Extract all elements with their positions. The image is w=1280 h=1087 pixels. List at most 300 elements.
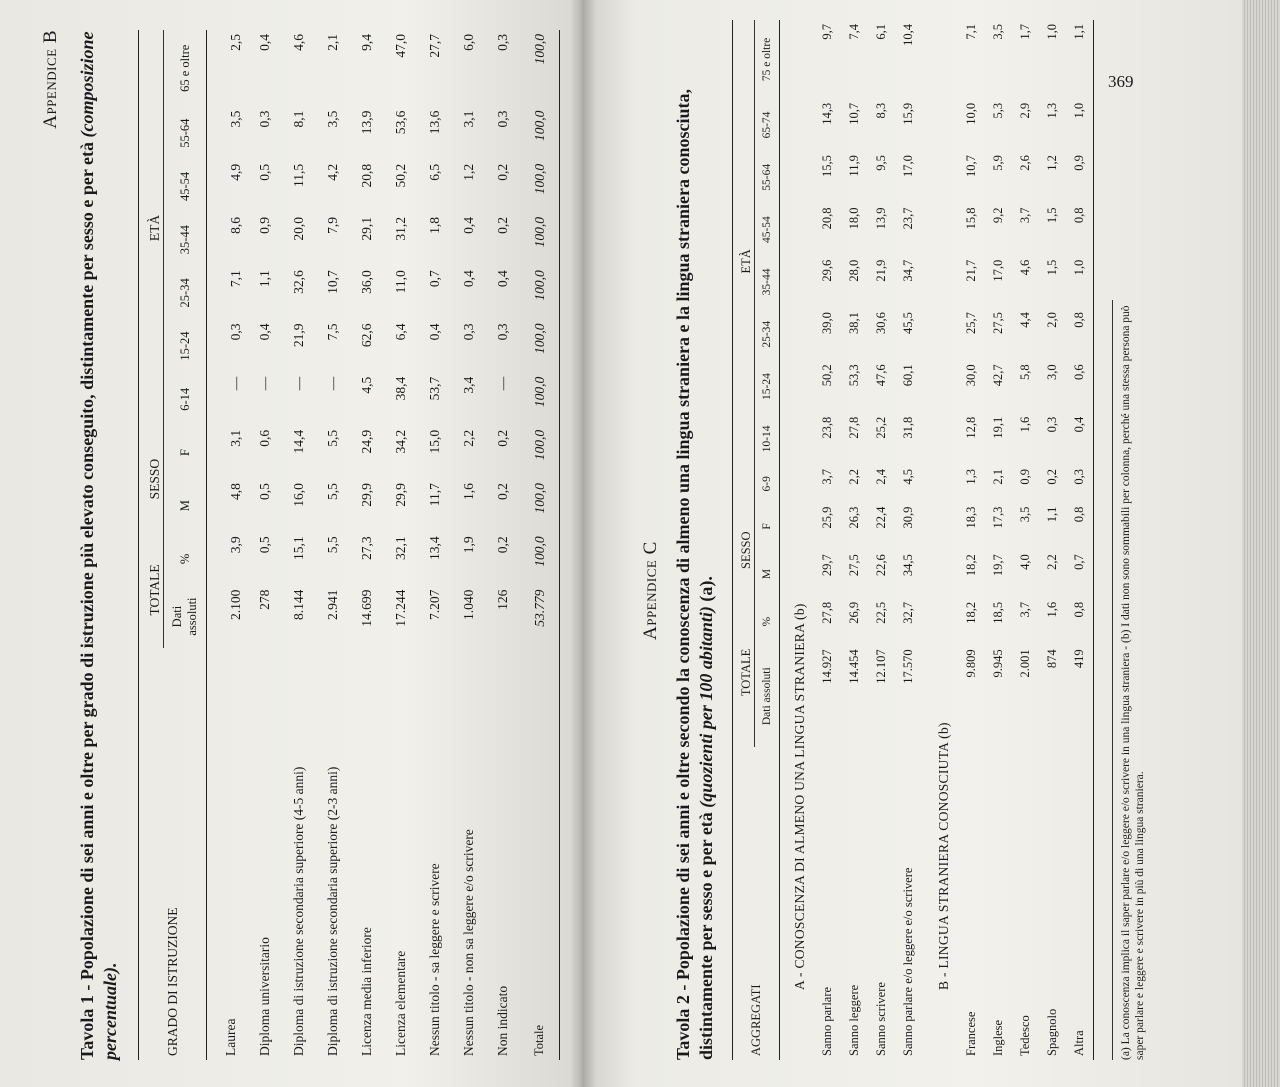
table-row [1039,20,1066,1060]
t2-col-header: 65-74 [761,111,773,139]
row-label: Sanno scrivere [874,982,888,1056]
group-header-eta: ETÀ [139,30,164,426]
table-row [207,30,249,1060]
cell-value: 13,4 [427,536,442,560]
cell-value: 25,9 [820,506,834,529]
cell-value: 1,3 [964,469,978,485]
cell-value: — [291,376,306,391]
table-row [841,20,868,1060]
table-row [384,30,418,1060]
row-label: Spagnolo [1045,1008,1059,1056]
cell-value: 18,3 [964,506,978,529]
cell-value: 50,2 [820,364,834,387]
cell-value: 0,7 [427,270,442,288]
cell-value: 29,1 [359,217,374,241]
cell-value: 6,1 [874,24,888,40]
table-2-footnote: (a) La conoscenza implica il saper parlare e/o leggere e/o scrivere in una lingua straniera - (b) I dati non sono sommabili per colonna, perché una stessa persona può saper parlare e leggere e scrivere in più di una lingua straniera. [1112,300,1147,1060]
cell-value: 100,0 [531,217,547,248]
cell-value: 14,3 [820,102,834,125]
cell-value: 21,7 [964,259,978,282]
table-row [350,30,384,1060]
cell-value: 21,9 [291,323,306,348]
cell-value: 1,1 [257,270,272,288]
cell-value: 0,8 [1072,312,1086,328]
cell-value: 13,9 [874,207,888,230]
cell-value: 32,7 [901,601,915,624]
cell-value: 47,0 [393,34,408,58]
cell-value: 27,5 [991,312,1005,334]
cell-value: 126 [495,589,510,610]
cell-value: 27,5 [847,554,861,577]
cell-value: 0,4 [257,323,272,341]
cell-value: 25,2 [874,416,888,439]
table-row-total [520,30,560,1060]
table-row [958,20,985,1060]
cell-value: 3,5 [991,24,1005,40]
section-a-label: A - CONOSCENZA DI ALMENO UNA LINGUA STRANIERA (b) [792,603,807,990]
t2-col-header: 45-54 [761,216,773,244]
t2-col-header: 55-64 [761,163,773,191]
cell-value: 1.040 [461,589,476,620]
cell-value: 27,3 [359,536,374,560]
cell-value: 12.107 [874,649,888,684]
cell-value: 0,6 [257,429,272,447]
cell-value: 0,3 [227,323,243,341]
cell-value: 17,0 [901,155,915,178]
cell-value: 100,0 [531,483,547,514]
cell-value: 53,7 [427,376,442,401]
cell-value: 20,0 [291,217,306,241]
appendix-c-label: Appendice C [640,541,661,640]
table-row [1012,20,1039,1060]
cell-value: 8,3 [874,102,888,119]
row-label: Diploma di istruzione secondaria superiore (4-5 anni) [291,766,306,1056]
cell-value: 13,6 [427,110,442,135]
cell-value: 0,4 [461,270,476,288]
cell-value: 0,9 [1018,469,1032,485]
cell-value: 6,5 [427,163,442,181]
group-header-totale: TOTALE [139,532,164,647]
cell-value: 34,7 [901,259,915,282]
appendix-b-label: Appendice B [40,30,61,129]
cell-value: 32,1 [393,536,408,560]
t1-col-header: 6-14 [177,387,192,411]
cell-value: 11,9 [847,155,861,177]
cell-value: — [257,376,272,391]
cell-value: 1,9 [461,536,476,554]
left-page-content [40,30,560,1060]
section-b-row [922,20,958,1060]
cell-value: 27,7 [427,34,442,58]
table-2 [732,20,1094,1060]
col-header-aggregati: AGGREGATI [748,984,763,1056]
cell-value: 60,1 [901,364,915,387]
t1-col-header: 35-44 [177,225,192,255]
cell-value: 4,9 [227,163,243,181]
cell-value: 2,2 [461,429,476,447]
table-1 [138,30,560,1060]
cell-value: 4,0 [1018,554,1032,570]
cell-value: 419 [1072,649,1086,669]
cell-value: 3,5 [1018,506,1032,523]
cell-value: 15,8 [964,207,978,230]
cell-value: 8.144 [291,589,306,620]
cell-value: 2.941 [325,589,340,620]
table-row [248,30,282,1060]
t1-col-header: Dati assoluti [170,597,199,636]
cell-value: 42,7 [991,364,1005,387]
cell-value: 18,2 [964,554,978,577]
cell-value: 0,4 [257,34,272,51]
t1-col-header: % [177,553,192,565]
cell-value: 16,0 [291,483,306,507]
cell-value: 1,1 [1045,506,1059,523]
cell-value: 11,5 [291,163,306,187]
cell-value: 5,5 [325,536,340,554]
table-row [282,30,316,1060]
row-label: Licenza elementare [393,950,408,1056]
cell-value: 0,5 [257,483,272,500]
table-2-title-text: Popolazione di sei anni e oltre secondo la conoscenza di almeno una lingua straniera e la lingua straniera conosciuta, distintamente per sesso e per età [673,88,716,1060]
cell-value: 0,2 [495,163,510,181]
cell-value: 2.100 [227,589,243,620]
cell-value: 0,3 [495,323,510,341]
t2-col-header: Dati assoluti [761,667,773,726]
cell-value: 2,1 [325,34,340,51]
cell-value: 10,4 [901,24,915,46]
t1-col-header: 15-24 [177,331,192,361]
t2-col-header: 15-24 [761,373,773,400]
cell-value: 4,6 [1018,259,1032,276]
cell-value: 0,8 [1072,207,1086,224]
page-edges [1242,0,1280,1087]
table-2-title-suffix: (a). [696,576,716,607]
cell-value: 4,6 [291,34,306,51]
cell-value: 3,5 [227,110,243,128]
cell-value: 5,5 [325,429,340,447]
cell-value: 11,0 [393,270,408,294]
cell-value: 2,2 [1045,554,1059,570]
cell-value: 10,7 [325,270,340,294]
cell-value: 38,1 [847,312,861,334]
cell-value: 53.779 [531,589,547,627]
section-b-label: B - LINGUA STRANIERA CONOSCIUTA (b) [936,722,951,990]
cell-value: 0,9 [1072,155,1086,171]
table-1-title-text: Popolazione di sei anni e oltre per grado di istruzione più elevato conseguito, distintamente per sesso e per età [77,142,97,981]
cell-value: 2,0 [1045,312,1059,328]
cell-value: 0,4 [427,323,442,341]
cell-value: 3,4 [461,376,476,394]
row-label: Altra [1072,1030,1086,1056]
table-1-title-prefix: Tavola 1 - [77,980,97,1060]
table-row [316,30,350,1060]
row-label: Nessun titolo - non sa leggere e/o scrivere [461,829,476,1056]
cell-value: 0,4 [461,217,476,234]
cell-value: 4,8 [227,483,243,500]
cell-value: 14,4 [291,429,306,454]
cell-value: 10,0 [964,102,978,125]
cell-value: 0,3 [257,110,272,128]
cell-value: 5,8 [1018,364,1032,381]
t2-col-header: 75 e oltre [761,37,773,82]
cell-value: 1,5 [1045,259,1059,276]
cell-value: 34,2 [393,429,408,454]
cell-value: 1,7 [1018,24,1032,40]
cell-value: 11,7 [427,483,442,507]
row-label: Totale [532,1024,546,1056]
cell-value: 30,6 [874,312,888,334]
cell-value: 1,1 [1072,24,1086,40]
cell-value: 2,9 [1018,102,1032,119]
cell-value: 7,9 [325,217,340,234]
cell-value: 1,2 [461,163,476,181]
cell-value: 2,5 [227,34,243,51]
running-head-left [40,30,68,1060]
cell-value: 5,5 [325,483,340,500]
cell-value: 30,9 [901,506,915,529]
table-2-title [672,20,718,1060]
cell-value: 2,4 [874,469,888,485]
cell-value: 9,4 [359,34,374,51]
t2-col-header: 35-44 [761,268,773,296]
cell-value: 29,9 [359,483,374,507]
cell-value: 9.945 [991,649,1005,678]
cell-value: 0,3 [1072,469,1086,485]
cell-value: 31,2 [393,217,408,241]
cell-value: 3,9 [227,536,243,554]
cell-value: 0,2 [495,483,510,500]
cell-value: 0,2 [495,429,510,447]
cell-value: 29,7 [820,554,834,577]
table-2-body [780,20,1094,1060]
cell-value: 1,2 [1045,155,1059,171]
cell-value: 3,5 [325,110,340,128]
cell-value: 29,9 [393,483,408,507]
table-1-body [207,30,560,1060]
cell-value: 13,9 [359,110,374,135]
cell-value: 6,4 [393,323,408,341]
t1-col-header: 55-64 [177,118,192,148]
cell-value: 3,1 [461,110,476,128]
cell-value: 7.207 [427,589,442,620]
table-row [486,30,520,1060]
cell-value: 62,6 [359,323,374,348]
row-label: Tedesco [1018,1015,1032,1056]
cell-value: 23,8 [820,416,834,439]
cell-value: 31,8 [901,416,915,439]
table-row [452,30,486,1060]
cell-value: 100,0 [531,270,547,301]
t2-col-header: % [761,616,773,627]
cell-value: 19,7 [991,554,1005,577]
cell-value: 36,0 [359,270,374,294]
cell-value: 30,0 [964,364,978,387]
cell-value: 8,1 [291,110,306,128]
cell-value: 32,6 [291,270,306,294]
cell-value: 1,0 [1072,102,1086,119]
row-label: Sanno leggere [847,984,861,1056]
section-a-row [780,20,815,1060]
group-header-sesso-2: SESSO [733,503,755,598]
cell-value: 3,7 [1018,207,1032,224]
cell-value: 1,5 [1045,207,1059,224]
cell-value: 15,0 [427,429,442,454]
col-header-grado: GRADO DI ISTRUZIONE [164,907,180,1056]
cell-value: 1,8 [427,217,442,234]
cell-value: 7,1 [227,270,243,288]
group-header-eta-2: ETÀ [733,20,755,503]
table-row [985,20,1012,1060]
cell-value: 29,6 [820,259,834,282]
cell-value: 0,5 [257,163,272,181]
cell-value: 19,1 [991,416,1005,439]
cell-value: 53,6 [393,110,408,135]
cell-value: 100,0 [531,163,547,195]
cell-value: 17,3 [991,506,1005,529]
cell-value: 3,1 [227,429,243,447]
cell-value: 18,5 [991,601,1005,624]
cell-value: 0,6 [1072,364,1086,381]
cell-value: 0,5 [257,536,272,554]
table-2-title-italic: (quozienti per 100 abitanti) [696,606,716,808]
t2-col-header: 10-14 [761,425,773,453]
cell-value: 27,8 [847,416,861,439]
cell-value: 21,9 [874,259,888,282]
t1-col-header: M [177,500,192,512]
cell-value: 39,0 [820,312,834,334]
cell-value: 0,8 [1072,601,1086,618]
cell-value: 0,7 [1072,554,1086,570]
cell-value: 47,6 [874,364,888,387]
group-header-totale-2: TOTALE [733,598,755,747]
row-label: Diploma di istruzione secondaria superiore (2-3 anni) [325,766,340,1056]
cell-value: 28,0 [847,259,861,282]
t1-col-header: 65 e oltre [177,44,192,92]
cell-value: 0,2 [1045,469,1059,485]
table-row [895,20,922,1060]
row-label: Diploma universitario [257,937,272,1056]
table-row [868,20,895,1060]
cell-value: 0,9 [257,217,272,234]
cell-value: — [227,376,243,391]
cell-value: 50,2 [393,163,408,188]
cell-value: 17,0 [991,259,1005,282]
cell-value: 8,6 [227,217,243,234]
t2-col-header: 25-34 [761,320,773,348]
row-label: Sanno parlare e/o leggere e/o scrivere [901,867,915,1056]
book-gutter-shadow [570,0,596,1087]
cell-value: 1,6 [461,483,476,500]
cell-value: 0,3 [495,34,510,51]
cell-value: 7,5 [325,323,340,341]
cell-value: 7,4 [847,24,861,40]
cell-value: 1,0 [1072,259,1086,276]
group-header-sesso: SESSO [139,426,164,532]
table-2-title-prefix: Tavola 2 - [673,980,693,1060]
t2-col-header: 6-9 [761,476,773,492]
cell-value: 22,5 [874,601,888,624]
row-label: Non indicato [495,985,510,1056]
cell-value: 2,2 [847,469,861,485]
cell-value: 0,4 [495,270,510,288]
cell-value: 27,8 [820,601,834,624]
cell-value: 0,4 [1072,416,1086,433]
cell-value: 2.001 [1018,649,1032,678]
t2-col-header: F [761,523,773,530]
row-label: Sanno parlare [820,986,834,1056]
row-label: Licenza media inferiore [359,927,374,1056]
cell-value: 4,5 [901,469,915,485]
cell-value: 100,0 [531,376,547,408]
cell-value: 17.570 [901,649,915,684]
table-row [1066,20,1094,1060]
cell-value: 2,1 [991,469,1005,485]
row-label: Francese [964,1011,978,1056]
cell-value: 2,6 [1018,155,1032,171]
page-number: 369 [1108,72,1134,91]
cell-value: 874 [1045,649,1059,669]
cell-value: 3,7 [1018,601,1032,618]
cell-value: 26,9 [847,601,861,624]
cell-value: 100,0 [531,536,547,567]
cell-value: 1,6 [1018,416,1032,433]
cell-value: 25,7 [964,312,978,334]
cell-value: 9,2 [991,207,1005,224]
t1-col-header: F [177,449,192,456]
cell-value: 100,0 [531,34,547,65]
cell-value: 278 [257,589,272,610]
table-1-title [76,30,122,1060]
cell-value: 0,3 [495,110,510,128]
cell-value: 5,9 [991,155,1005,171]
cell-value: 34,5 [901,554,915,577]
cell-value: 100,0 [531,429,547,461]
cell-value: 0,8 [1072,506,1086,523]
cell-value: 1,3 [1045,102,1059,119]
cell-value: 10,7 [964,155,978,178]
table-row [814,20,841,1060]
cell-value: 14.454 [847,649,861,684]
cell-value: — [325,376,340,391]
cell-value: 18,2 [964,601,978,624]
cell-value: — [495,376,510,391]
cell-value: 17.244 [393,589,408,627]
cell-value: 15,1 [291,536,306,560]
cell-value: 3,7 [820,469,834,485]
cell-value: 18,0 [847,207,861,230]
cell-value: 15,9 [901,102,915,125]
cell-value: 4,4 [1018,312,1032,328]
cell-value: 4,2 [325,163,340,181]
cell-value: 22,6 [874,554,888,577]
table-row [418,30,452,1060]
cell-value: 45,5 [901,312,915,334]
cell-value: 22,4 [874,506,888,529]
cell-value: 5,3 [991,102,1005,119]
cell-value: 0,3 [1045,416,1059,433]
row-label: Inglese [991,1019,1005,1056]
t1-col-header: 45-54 [177,171,192,202]
table-1-title-italic: (composizione percentuale). [77,31,120,1060]
cell-value: 100,0 [531,110,547,141]
cell-value: 38,4 [393,376,408,401]
cell-value: 26,3 [847,506,861,529]
cell-value: 0,3 [461,323,476,341]
cell-value: 1,6 [1045,601,1059,618]
cell-value: 10,7 [847,102,861,125]
cell-value: 1,0 [1045,24,1059,40]
cell-value: 9.809 [964,649,978,678]
